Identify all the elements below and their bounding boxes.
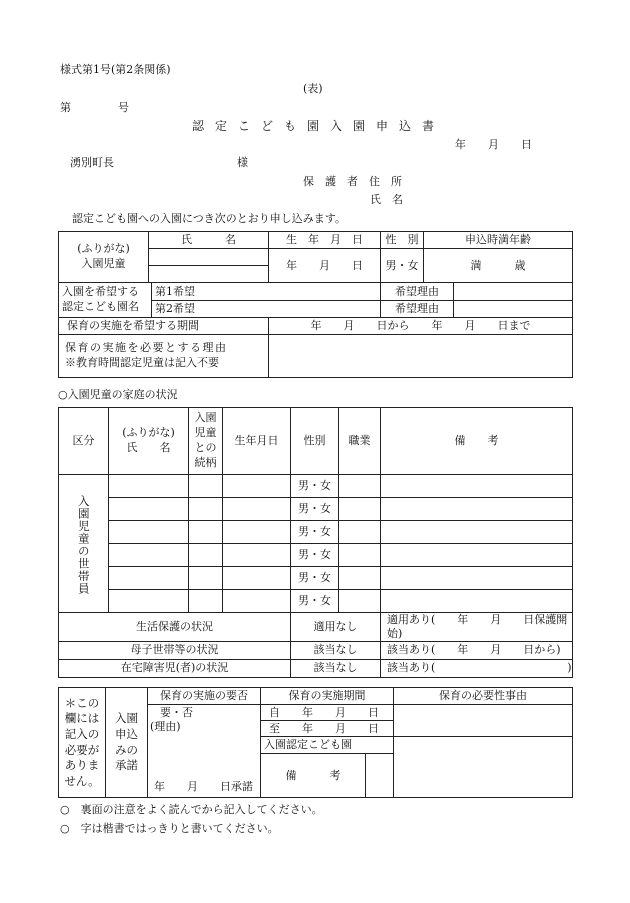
period-to[interactable]: 至 年 月 日 xyxy=(261,721,394,737)
col-relation-header xyxy=(189,408,223,475)
disabled-applicable-option[interactable]: 該当あり( ) xyxy=(381,659,573,677)
approved-school-blank[interactable] xyxy=(394,737,573,798)
col-relation-line: 入園 xyxy=(194,411,217,425)
guardian-address-label: 保護者住所 xyxy=(303,175,413,188)
necessity-label-line1: 保育の実施を必要とする理由 xyxy=(65,341,228,355)
col-age-header: 申込時満年齢 xyxy=(424,232,573,249)
necessity-label-line2: ※教育時間認定児童は記入不要 xyxy=(65,356,219,369)
office-note-line: ＊この xyxy=(64,695,100,710)
approval-label-cell xyxy=(106,688,148,798)
approval-label-line: 入園 xyxy=(115,711,138,726)
child-dob-field[interactable]: 年 月 日 xyxy=(269,249,381,283)
office-note-line: ありま xyxy=(64,758,100,773)
single-parent-label: 母子世帯等の状況 xyxy=(59,641,291,659)
period-field[interactable]: 年 月 日から 年 月 日まで xyxy=(269,318,573,335)
child-furigana-label: (ふりがな) xyxy=(77,242,130,256)
approved-date[interactable]: 年 月 日承諾 xyxy=(154,780,253,794)
footer-note-1: ○ 裏面の注意をよく読んでから記入してください。 xyxy=(60,803,323,816)
first-reason-label: 希望理由 xyxy=(381,283,454,301)
intro-text: 認定こども園への入園につき次のとおり申し込みます。 xyxy=(72,212,346,225)
application-date: 年 月 日 xyxy=(455,138,532,151)
table-row-relation[interactable] xyxy=(189,521,223,544)
office-note-line: せん。 xyxy=(64,773,100,788)
col-sex-header: 性 別 xyxy=(381,232,424,249)
footer-note-2: ○ 字は楷書ではっきりと書いてください。 xyxy=(60,822,279,835)
second-reason-label: 希望理由 xyxy=(381,301,454,318)
table-row-remarks[interactable] xyxy=(381,544,573,567)
household-group-label: 入園児童の世帯員 xyxy=(76,495,91,595)
col-necessity-header: 保育の実施の要否 xyxy=(148,688,261,705)
col-member-furigana: (ふりがな) xyxy=(122,426,175,440)
addressee: 湧別町長 xyxy=(70,156,114,169)
necessity-decision-cell[interactable] xyxy=(148,705,261,798)
desired-school-label xyxy=(59,283,152,318)
page-title: 認定こども園入園申込書 xyxy=(192,119,446,133)
child-furigana-field[interactable] xyxy=(149,249,269,266)
table-row-dob[interactable] xyxy=(223,567,291,590)
first-choice-field[interactable]: 第1希望 xyxy=(152,283,381,301)
approval-label-line: みの xyxy=(115,742,138,757)
welfare-applied-option[interactable]: 適用あり( 年 月 日保護開始) xyxy=(381,613,573,642)
guardian-name-label: 氏名 xyxy=(370,193,414,206)
table-row-job[interactable] xyxy=(339,544,381,567)
form-side: (表) xyxy=(303,82,323,95)
table-row-dob[interactable] xyxy=(223,590,291,613)
child-label-cell xyxy=(59,232,149,283)
col-job-header: 職業 xyxy=(339,408,381,475)
form-number: 様式第1号(第2条関係) xyxy=(60,63,171,76)
table-row-name[interactable] xyxy=(109,590,189,613)
disabled-label: 在宅障害児(者)の状況 xyxy=(59,659,291,677)
reason-paren: (理由) xyxy=(150,719,181,733)
office-note-line: 欄には xyxy=(64,711,100,726)
office-note-line: 必要が xyxy=(64,742,100,757)
table-row-name[interactable] xyxy=(109,498,189,521)
table-row-job[interactable] xyxy=(339,498,381,521)
single-parent-none-option[interactable]: 該当なし xyxy=(291,641,381,659)
approval-label-line: 申込 xyxy=(115,726,138,741)
table-row-sex[interactable]: 男・女 xyxy=(291,498,339,521)
necessity-label xyxy=(59,335,269,378)
single-parent-applicable-option[interactable]: 該当あり( 年 月 日から) xyxy=(381,641,573,659)
col-member-dob-header: 生年月日 xyxy=(223,408,291,475)
table-row-sex[interactable]: 男・女 xyxy=(291,590,339,613)
disabled-none-option[interactable]: 該当なし xyxy=(291,659,381,677)
table-row-remarks[interactable] xyxy=(381,590,573,613)
table-row-sex[interactable]: 男・女 xyxy=(291,521,339,544)
table-row-relation[interactable] xyxy=(189,498,223,521)
col-remarks-header: 備 考 xyxy=(381,408,573,475)
table-row-name[interactable] xyxy=(109,567,189,590)
col-reason-header: 保育の必要性事由 xyxy=(394,688,573,705)
family-table xyxy=(58,407,573,678)
child-age-field[interactable]: 満 歳 xyxy=(424,249,573,283)
household-group-cell xyxy=(59,475,109,613)
col-relation-line: との xyxy=(194,441,217,454)
table-row-name[interactable] xyxy=(109,544,189,567)
table-row-remarks[interactable] xyxy=(381,498,573,521)
col-category-header: 区分 xyxy=(59,408,109,475)
table-row-dob[interactable] xyxy=(223,521,291,544)
period-from[interactable]: 自 年 月 日 xyxy=(261,705,394,721)
table-row-sex[interactable]: 男・女 xyxy=(291,544,339,567)
second-choice-field[interactable]: 第2希望 xyxy=(152,301,381,318)
table-row-dob[interactable] xyxy=(223,544,291,567)
table-row-dob[interactable] xyxy=(223,498,291,521)
welfare-none-option[interactable]: 適用なし xyxy=(291,613,381,642)
office-note-line: 記入の xyxy=(64,726,100,741)
approval-label-line: 承諾 xyxy=(115,758,138,773)
office-note-cell xyxy=(59,688,106,798)
table-row-remarks[interactable] xyxy=(381,567,573,590)
child-name-field[interactable] xyxy=(149,266,269,283)
reason-field[interactable] xyxy=(394,705,573,737)
number-prefix: 第 xyxy=(60,101,71,114)
table-row-remarks[interactable] xyxy=(381,475,573,498)
family-heading: ○入園児童の家庭の状況 xyxy=(58,388,178,401)
table-row-job[interactable] xyxy=(339,521,381,544)
addressee-honorific: 様 xyxy=(237,156,248,169)
col-name-header: 氏 名 xyxy=(149,232,269,249)
table-row-remarks[interactable] xyxy=(381,521,573,544)
yes-no-option[interactable]: 要・否 xyxy=(160,706,193,719)
table-row-dob[interactable] xyxy=(223,475,291,498)
welfare-label: 生活保護の状況 xyxy=(59,613,291,642)
office-use-table xyxy=(58,687,573,798)
period-label: 保育の実施を希望する期間 xyxy=(59,318,269,335)
second-reason-field[interactable] xyxy=(454,301,573,318)
table-row-job[interactable] xyxy=(339,567,381,590)
desired-school-label-line2: 認定こども園名 xyxy=(62,300,139,313)
table-row-name[interactable] xyxy=(109,475,189,498)
table-row-job[interactable] xyxy=(339,590,381,613)
child-table xyxy=(58,231,573,378)
table-row-sex[interactable]: 男・女 xyxy=(291,475,339,498)
col-relation-line: 続柄 xyxy=(194,455,217,469)
child-label: 入園児童 xyxy=(81,257,126,270)
first-reason-field[interactable] xyxy=(454,283,573,301)
table-row-relation[interactable] xyxy=(189,544,223,567)
table-row-sex[interactable]: 男・女 xyxy=(291,567,339,590)
col-relation-line: 児童 xyxy=(194,426,217,440)
child-sex-field[interactable]: 男・女 xyxy=(381,249,424,283)
table-row-relation[interactable] xyxy=(189,475,223,498)
col-period-header: 保育の実施期間 xyxy=(261,688,394,705)
remarks-field[interactable] xyxy=(366,754,394,798)
table-row-job[interactable] xyxy=(339,475,381,498)
desired-school-label-line1: 入園を希望する xyxy=(62,285,139,299)
col-dob-header: 生 年 月 日 xyxy=(269,232,381,249)
col-member-name-header xyxy=(109,408,189,475)
remarks-label: 備 考 xyxy=(261,754,366,798)
table-row-relation[interactable] xyxy=(189,567,223,590)
col-member-sex-header: 性別 xyxy=(291,408,339,475)
number-suffix: 号 xyxy=(118,101,129,114)
table-row-name[interactable] xyxy=(109,521,189,544)
table-row-relation[interactable] xyxy=(189,590,223,613)
necessity-field[interactable] xyxy=(269,335,573,378)
col-member-name: 氏 名 xyxy=(126,441,171,454)
approved-school-label: 入園認定こども園 xyxy=(261,737,394,754)
